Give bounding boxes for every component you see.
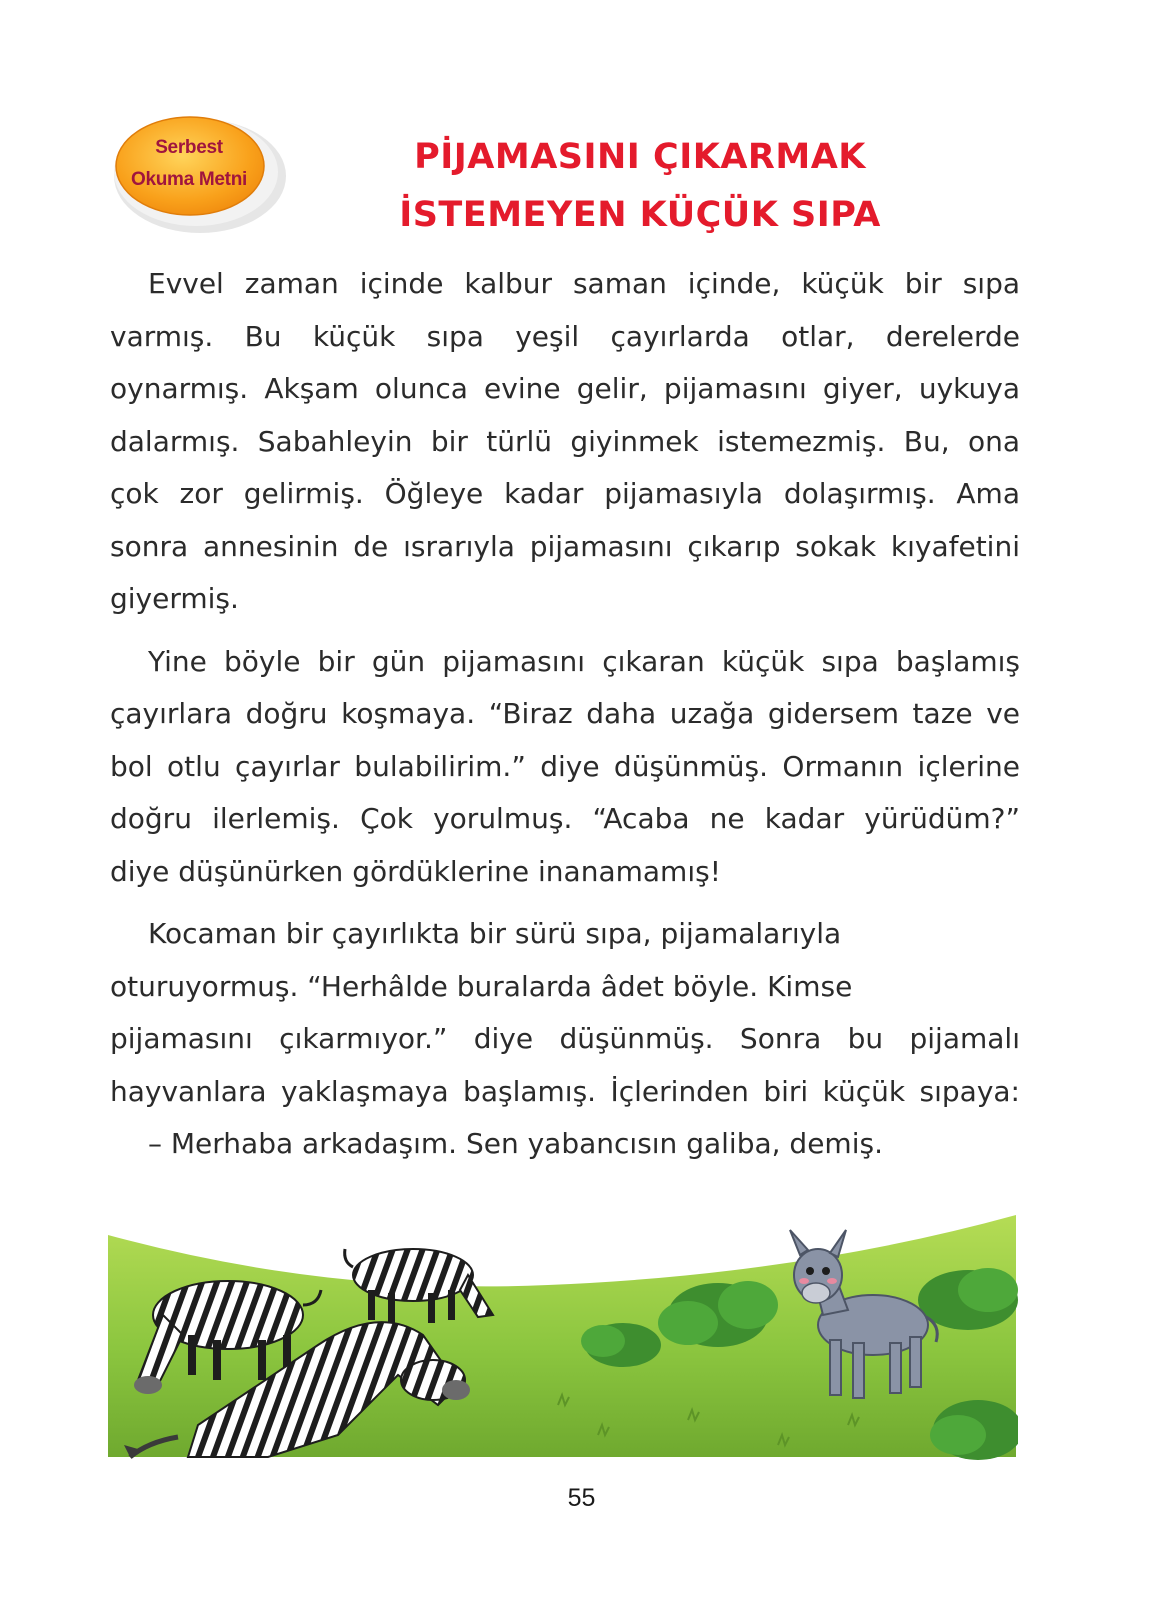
text-line: Yine böyle bir gün pijamasını çıkaran küçük sıpa başlamış <box>148 644 1020 678</box>
story-body <box>110 258 1020 1171</box>
text-line: pijamasını çıkarmıyor.” diye düşünmüş. Sonra bu pijamalı <box>110 1022 1020 1055</box>
text-line: çayırlara doğru koşmaya. “Biraz daha uzağa gidersem taze ve <box>110 697 1020 730</box>
badge-line-2: Okuma Metni <box>131 169 247 190</box>
dialog-text: – Merhaba arkadaşım. Sen yabancısın galiba, demiş. <box>148 1127 883 1160</box>
text-line: giyermiş. <box>110 582 239 615</box>
text-line: Kocaman bir çayırlıkta bir sürü sıpa, pijamalarıyla <box>148 917 842 950</box>
text-line: varmış. Bu küçük sıpa yeşil çayırlarda otlar, derelerde <box>110 319 1020 353</box>
text-line: doğru ilerlemiş. Çok yorulmuş. “Acaba ne kadar yürüdüm?” <box>110 802 1020 835</box>
story-title <box>340 128 940 244</box>
paragraph-3 <box>110 908 1020 1118</box>
page-number: 55 <box>567 1484 596 1512</box>
text-line: bol otlu çayırlar bulabilirim.” diye düşünmüş. Ormanın içlerine <box>110 749 1020 783</box>
text-line: hayvanlara yaklaşmaya başlamış. İçlerinden biri küçük sıpaya: <box>110 1074 1020 1108</box>
badge-label <box>112 112 266 216</box>
text-line: sonra annesinin de ısrarıyla pijamasını çıkarıp sokak kıyafetini <box>110 529 1020 563</box>
title-line-1: PİJAMASINI ÇIKARMAK <box>414 137 866 177</box>
meadow-scene <box>78 1205 1018 1470</box>
text-line: oturuyormuş. “Herhâlde buralarda âdet böyle. Kimse <box>110 969 853 1003</box>
free-reading-badge <box>112 112 288 234</box>
text-line: Evvel zaman içinde kalbur saman içinde, küçük bir sıpa <box>148 267 1020 300</box>
text-line: diye düşünürken gördüklerine inanamamış! <box>110 854 721 888</box>
text-line: dalarmış. Sabahleyin bir türlü giyinmek istemezmiş. Bu, ona <box>110 424 1020 458</box>
paragraph-1 <box>110 258 1020 626</box>
badge-line-1: Serbest <box>155 137 223 158</box>
meadow-illustration <box>78 1205 1018 1470</box>
title-line-2: İSTEMEYEN KÜÇÜK SIPA <box>399 195 881 235</box>
text-line: oynarmış. Akşam olunca evine gelir, pijamasını giyer, uykuya <box>110 372 1020 405</box>
paragraph-2 <box>110 636 1020 899</box>
text-line: çok zor gelirmiş. Öğleye kadar pijamasıyla dolaşırmış. Ama <box>110 477 1020 510</box>
dialog-line <box>110 1118 1020 1171</box>
